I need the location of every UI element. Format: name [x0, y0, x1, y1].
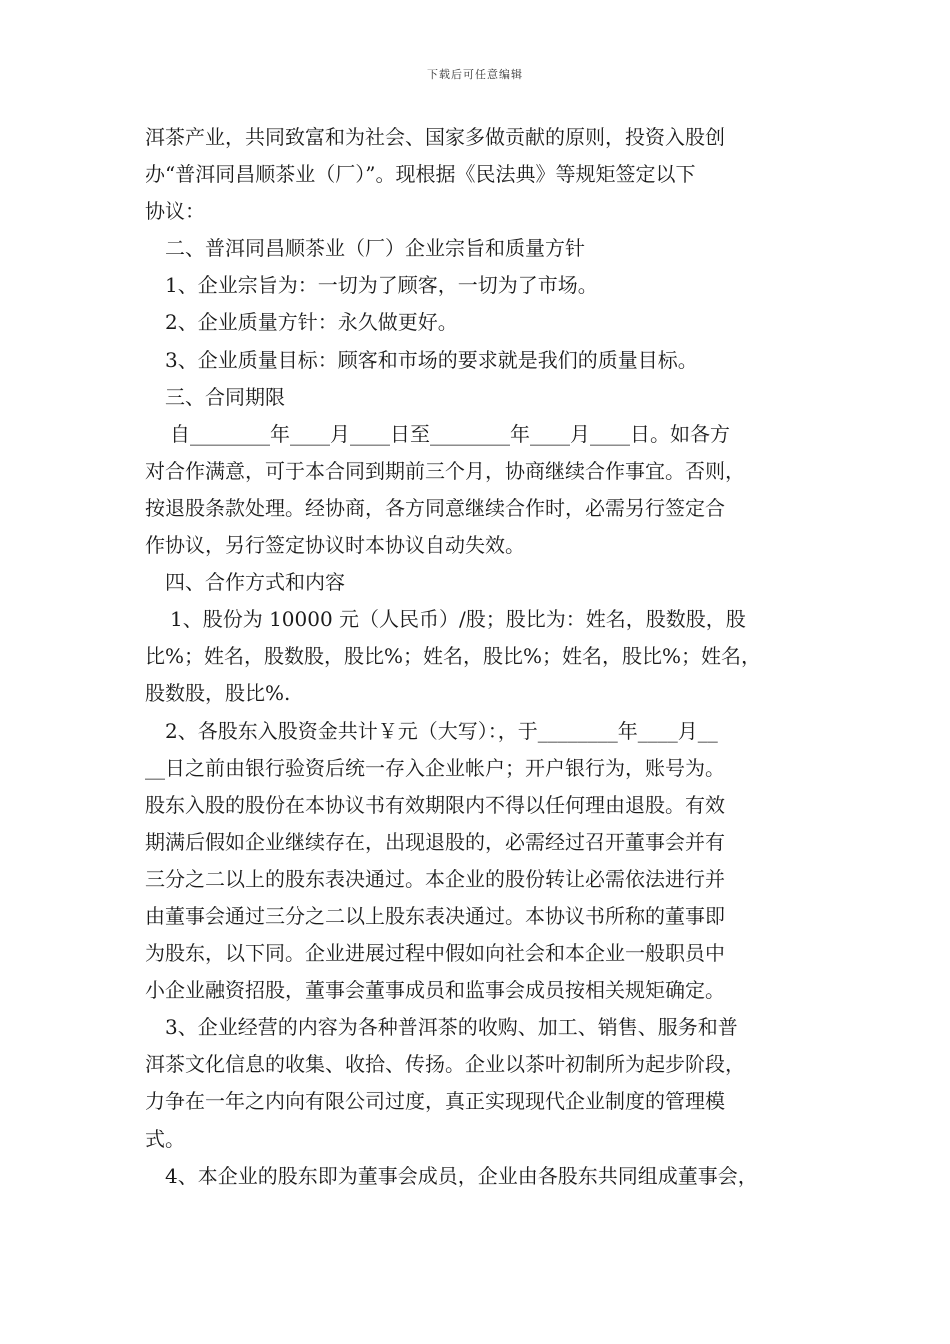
- paragraph-line: 洱茶产业，共同致富和为社会、国家多做贡献的原则，投资入股创: [145, 125, 725, 149]
- list-item: 2、各股东入股资金共计￥元（大写）：，于________年____月__: [165, 718, 718, 743]
- paragraph-line: 三分之二以上的股东表决通过。本企业的股份转让必需依法进行并: [145, 866, 725, 891]
- paragraph-line: 股东入股的股份在本协议书有效期限内不得以任何理由退股。有效: [145, 792, 725, 817]
- paragraph-line: 股数股，股比%.: [145, 681, 291, 706]
- paragraph-line: 由董事会通过三分之二以上股东表决通过。本协议书所称的董事即: [145, 903, 725, 928]
- paragraph-line: 比%；姓名，股数股，股比%；姓名，股比%；姓名，股比%；姓名，: [145, 644, 762, 669]
- paragraph-line: 小企业融资招股，董事会董事成员和监事会成员按相关规矩确定。: [145, 978, 725, 1003]
- list-item: 4、本企业的股东即为董事会成员，企业由各股东共同组成董事会，: [165, 1163, 758, 1188]
- paragraph-line: 按退股条款处理。经协商，各方同意继续合作时，必需另行签定合: [145, 495, 725, 520]
- list-item: 2、企业质量方针：永久做更好。: [165, 310, 458, 335]
- list-item: 1、股份为 10000 元（人民币）/股；股比为：姓名，股数股，股: [170, 607, 746, 632]
- paragraph-line: 式。: [145, 1126, 185, 1151]
- paragraph-line: 自________年____月____日至________年____月____日。如各方: [170, 421, 730, 446]
- list-item: 3、企业质量目标：顾客和市场的要求就是我们的质量目标。: [165, 347, 698, 372]
- section-heading: 四、合作方式和内容: [165, 570, 345, 595]
- paragraph-line: 协议：: [145, 199, 205, 224]
- paragraph-line: __日之前由银行验资后统一存入企业帐户；开户银行为，账号为。: [145, 755, 725, 780]
- list-item: 1、企业宗旨为：一切为了顾客，一切为了市场。: [165, 273, 598, 298]
- paragraph-line: 为股东，以下同。企业进展过程中假如向社会和本企业一般职员中: [145, 941, 725, 966]
- paragraph-line: 力争在一年之内向有限公司过度，真正实现现代企业制度的管理模: [145, 1089, 725, 1114]
- section-heading: 三、合同期限: [165, 384, 285, 409]
- paragraph-line: 对合作满意，可于本合同到期前三个月，协商继续合作事宜。否则，: [145, 458, 745, 483]
- paragraph-line: 期满后假如企业继续存在，出现退股的，必需经过召开董事会并有: [145, 829, 725, 854]
- document-body: [145, 119, 817, 1195]
- paragraph-line: 作协议，另行签定协议时本协议自动失效。: [145, 533, 525, 558]
- page-header: 下载后可任意编辑: [427, 68, 523, 81]
- paragraph-line: 办“普洱同昌顺茶业（厂）”。现根据《民法典》等规矩签定以下: [145, 162, 696, 187]
- paragraph-line: 洱茶文化信息的收集、收拾、传扬。企业以茶叶初制所为起步阶段，: [145, 1052, 745, 1077]
- section-heading: 二、普洱同昌顺茶业（厂）企业宗旨和质量方针: [165, 236, 585, 261]
- list-item: 3、企业经营的内容为各种普洱茶的收购、加工、销售、服务和普: [165, 1015, 738, 1040]
